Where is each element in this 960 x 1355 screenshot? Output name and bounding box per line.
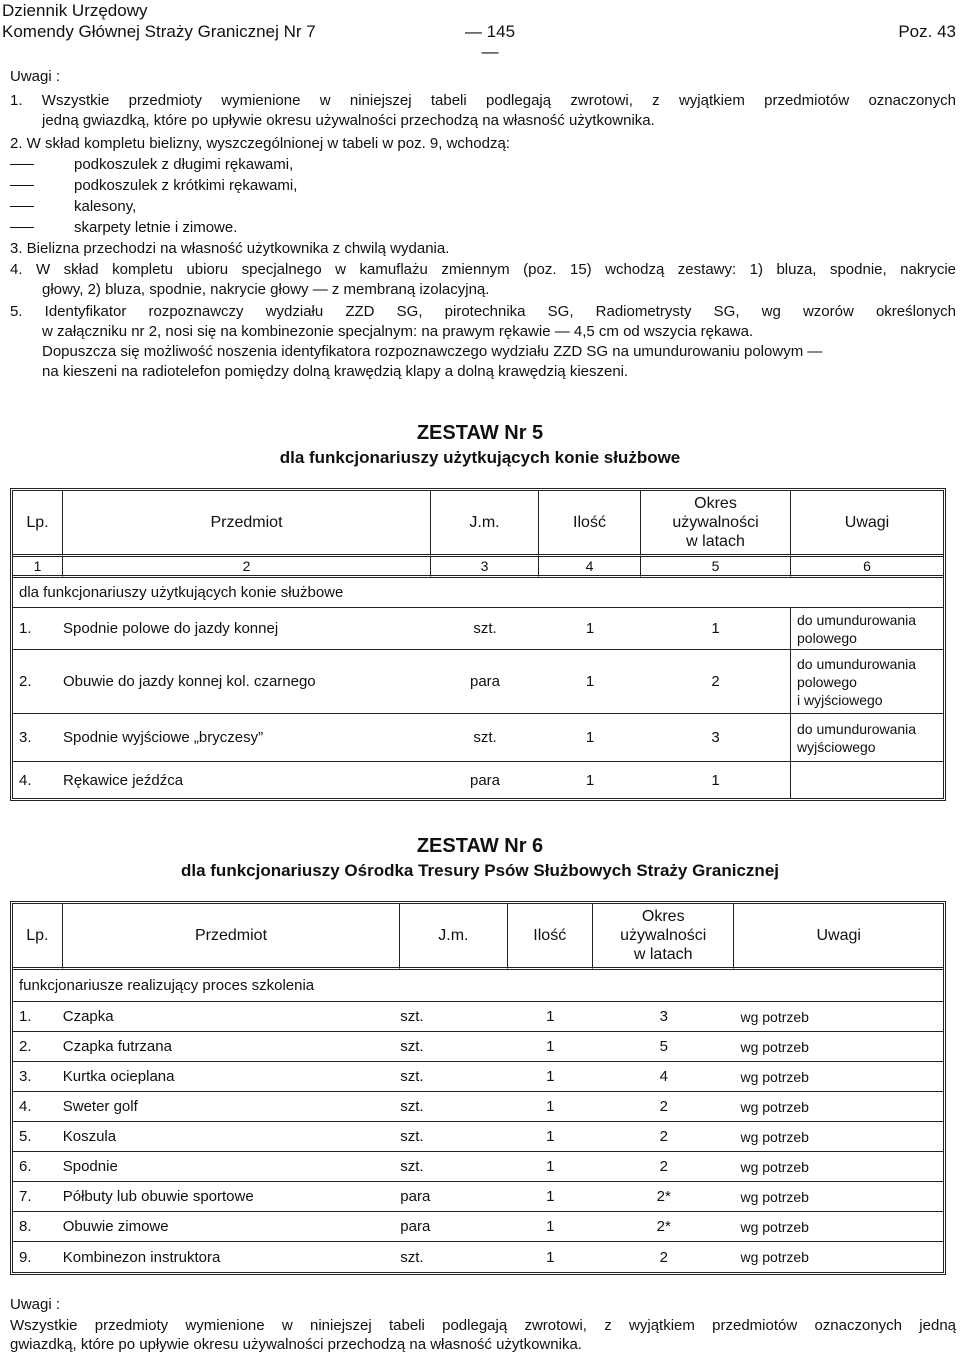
header-notes: Uwagi bbox=[734, 904, 943, 970]
table-row bbox=[13, 1122, 943, 1152]
row-notes-line: polowego bbox=[797, 629, 857, 646]
row-period: 1 bbox=[641, 762, 791, 798]
table-row bbox=[13, 1062, 943, 1092]
header-notes: Uwagi bbox=[791, 491, 943, 557]
row-notes: wg potrzeb bbox=[734, 1002, 943, 1032]
header-qty: Ilość bbox=[539, 491, 641, 557]
table-row bbox=[13, 1002, 943, 1032]
row-period: 2 bbox=[593, 1152, 734, 1182]
row-lp: 2. bbox=[13, 650, 63, 714]
row-period: 3 bbox=[641, 714, 791, 762]
row-unit: szt. bbox=[400, 1092, 507, 1122]
note-4-line-1: 4. W skład kompletu ubioru specjalnego w kamuflażu zmiennym (poz. 15) wchodzą zestawy: 1) bluza, spodnie, nakrycie bbox=[10, 261, 956, 278]
table-row bbox=[13, 1092, 943, 1122]
journal-title: Dziennik Urzędowy bbox=[2, 1, 148, 20]
table-row bbox=[13, 608, 943, 650]
header-item: Przedmiot bbox=[63, 491, 431, 557]
row-unit: szt. bbox=[400, 1032, 507, 1062]
row-unit: szt. bbox=[431, 714, 539, 762]
row-notes bbox=[791, 650, 943, 714]
note-4-line-2: głowy, 2) bluza, spodnie, nakrycie głowy — z membraną izolacyjną. bbox=[42, 281, 490, 298]
row-qty: 1 bbox=[508, 1062, 593, 1092]
row-notes-line: polowego bbox=[797, 673, 857, 690]
page-number: — 145 — bbox=[464, 22, 516, 61]
header-lp: Lp. bbox=[13, 904, 63, 970]
row-period: 2 bbox=[593, 1092, 734, 1122]
journal-subtitle: Komendy Głównej Straży Granicznej Nr 7 bbox=[2, 22, 316, 41]
row-notes: wg potrzeb bbox=[734, 1092, 943, 1122]
table-row bbox=[13, 1242, 943, 1272]
row-lp: 2. bbox=[13, 1032, 63, 1062]
row-lp: 1. bbox=[13, 1002, 63, 1032]
notes-label: Uwagi : bbox=[10, 68, 61, 85]
row-lp: 9. bbox=[19, 1248, 32, 1266]
dash-bullet bbox=[10, 185, 34, 186]
row-unit: para bbox=[469, 771, 501, 789]
note-2-item: kalesony, bbox=[74, 198, 137, 215]
row-notes: wg potrzeb bbox=[734, 1182, 943, 1212]
row-unit: szt. bbox=[400, 1062, 507, 1092]
row-unit: para bbox=[400, 1182, 507, 1212]
table-row bbox=[13, 762, 943, 798]
column-number: 6 bbox=[791, 557, 943, 578]
row-item: Obuwie do jazdy konnej kol. czarnego bbox=[63, 650, 431, 714]
row-qty: 1 bbox=[539, 608, 641, 650]
row-qty: 1 bbox=[539, 714, 641, 762]
set6-subtitle: dla funkcjonariuszy Ośrodka Tresury Psów Służbowych Straży Granicznej bbox=[180, 861, 779, 880]
row-lp: 3. bbox=[13, 1062, 63, 1092]
row-period: 2 bbox=[593, 1122, 734, 1152]
row-period: 4 bbox=[593, 1062, 734, 1092]
row-unit: szt. bbox=[400, 1152, 507, 1182]
row-qty: 1 bbox=[508, 1032, 593, 1062]
row-qty: 1 bbox=[508, 1122, 593, 1152]
row-notes bbox=[791, 608, 943, 650]
row-item: Spodnie wyjściowe „bryczesy” bbox=[63, 714, 431, 762]
note-5-line-2: w załączniku nr 2, nosi się na kombinezonie specjalnym: na prawym rękawie — 4,5 cm od wszycia rękawa. bbox=[42, 323, 754, 340]
set5-table bbox=[10, 488, 946, 801]
row-unit: szt. bbox=[400, 1002, 507, 1032]
row-period: 2* bbox=[593, 1212, 734, 1242]
row-notes-line: wyjściowego bbox=[797, 738, 876, 755]
row-notes: wg potrzeb bbox=[734, 1122, 943, 1152]
note-5-line-3: Dopuszcza się możliwość noszenia identyfikatora rozpoznawczego wydziału ZZD SG na umundurowaniu polowym — bbox=[42, 343, 823, 360]
header-unit: J.m. bbox=[431, 491, 539, 557]
row-qty: 1 bbox=[539, 650, 641, 714]
column-number: 4 bbox=[539, 557, 641, 578]
table-row bbox=[13, 1182, 943, 1212]
row-period: 2* bbox=[593, 1182, 734, 1212]
column-number: 3 bbox=[431, 557, 539, 578]
notes-bottom-label: Uwagi : bbox=[10, 1296, 61, 1313]
row-item: Obuwie zimowe bbox=[63, 1212, 401, 1242]
dash-bullet bbox=[10, 164, 34, 165]
row-notes: wg potrzeb bbox=[734, 1062, 943, 1092]
table-row bbox=[13, 1032, 943, 1062]
row-period: 5 bbox=[593, 1032, 734, 1062]
column-number: 1 bbox=[13, 557, 63, 578]
row-period: 3 bbox=[593, 1002, 734, 1032]
header-lp: Lp. bbox=[13, 491, 63, 557]
header-period-line: używalności bbox=[620, 927, 707, 944]
row-item: Spodnie polowe do jazdy konnej bbox=[63, 608, 431, 650]
row-notes: wg potrzeb bbox=[734, 1032, 943, 1062]
table-row bbox=[13, 1152, 943, 1182]
row-unit: para bbox=[431, 650, 539, 714]
row-notes bbox=[791, 762, 943, 798]
row-lp: 8. bbox=[13, 1212, 63, 1242]
notes-bottom-line-2: gwiazdką, które po upływie okresu używalności przechodzą na własność użytkownika. bbox=[10, 1336, 582, 1353]
row-qty: 1 bbox=[508, 1092, 593, 1122]
row-notes: wg potrzeb bbox=[740, 1249, 809, 1265]
header-period-line: Okres bbox=[641, 908, 685, 925]
row-qty: 1 bbox=[585, 771, 595, 789]
row-period: 1 bbox=[641, 608, 791, 650]
row-lp: 7. bbox=[13, 1182, 63, 1212]
row-qty: 1 bbox=[546, 1248, 555, 1266]
dash-bullet bbox=[10, 206, 34, 207]
note-2: 2. W skład kompletu bielizny, wyszczególnionej w tabeli w poz. 9, wchodzą: bbox=[10, 135, 510, 152]
set6-table bbox=[10, 901, 946, 1275]
note-1-line-1: 1. Wszystkie przedmioty wymienione w niniejszej tabeli podlegają zwrotowi, z wyjątkiem przedmiotów oznaczonych bbox=[10, 92, 956, 109]
row-item: Spodnie bbox=[63, 1152, 401, 1182]
row-notes bbox=[791, 714, 943, 762]
notes-bottom-line-1: Wszystkie przedmioty wymienione w niniejszej tabeli podlegają zwrotowi, z wyjątkiem przedmiotów oznaczonych jedną bbox=[10, 1317, 956, 1334]
row-qty: 1 bbox=[508, 1002, 593, 1032]
row-lp: 1. bbox=[13, 608, 63, 650]
row-unit: szt. bbox=[431, 608, 539, 650]
set5-title: ZESTAW Nr 5 bbox=[416, 422, 544, 444]
note-3: 3. Bielizna przechodzi na własność użytkownika z chwilą wydania. bbox=[10, 240, 450, 257]
row-lp: 4. bbox=[19, 771, 32, 789]
note-5-line-1: 5. Identyfikator rozpoznawczy wydziału ZZD SG, pirotechnika SG, Radiometrysty SG, wg wzorów określonych bbox=[10, 303, 956, 320]
note-2-item: skarpety letnie i zimowe. bbox=[74, 219, 238, 236]
row-lp: 3. bbox=[13, 714, 63, 762]
row-lp: 4. bbox=[13, 1092, 63, 1122]
group-label: funkcjonariusze realizujący proces szkolenia bbox=[13, 970, 943, 1002]
row-unit: szt. bbox=[400, 1248, 424, 1266]
row-item: Czapka futrzana bbox=[63, 1032, 401, 1062]
row-notes-line: do umundurowania bbox=[797, 611, 917, 628]
row-item: Sweter golf bbox=[63, 1092, 401, 1122]
header-period-line: w latach bbox=[686, 533, 745, 550]
header-unit: J.m. bbox=[400, 904, 507, 970]
header-period bbox=[593, 904, 734, 970]
row-notes-line: i wyjściowego bbox=[797, 691, 883, 708]
row-notes-line: do umundurowania bbox=[797, 720, 917, 737]
row-unit: para bbox=[400, 1212, 507, 1242]
header-period bbox=[641, 491, 791, 557]
row-qty: 1 bbox=[508, 1152, 593, 1182]
table-row bbox=[13, 1212, 943, 1242]
header-period-line: używalności bbox=[672, 514, 759, 531]
row-notes: wg potrzeb bbox=[734, 1212, 943, 1242]
group-label: dla funkcjonariuszy użytkujących konie służbowe bbox=[13, 578, 943, 608]
row-item: Czapka bbox=[63, 1002, 401, 1032]
table-row bbox=[13, 650, 943, 714]
row-item: Półbuty lub obuwie sportowe bbox=[63, 1182, 401, 1212]
row-period: 2 bbox=[659, 1248, 668, 1266]
dash-bullet bbox=[10, 227, 34, 228]
header-period-line: w latach bbox=[633, 946, 693, 963]
set6-title: ZESTAW Nr 6 bbox=[416, 835, 544, 857]
header-qty: Ilość bbox=[508, 904, 593, 970]
row-qty: 1 bbox=[508, 1182, 593, 1212]
position-number: Poz. 43 bbox=[898, 22, 956, 41]
note-2-item: podkoszulek z krótkimi rękawami, bbox=[74, 177, 298, 194]
row-item: Koszula bbox=[63, 1122, 401, 1152]
column-number: 5 bbox=[641, 557, 791, 578]
row-period: 2 bbox=[641, 650, 791, 714]
row-item: Kombinezon instruktora bbox=[62, 1248, 221, 1266]
row-lp: 6. bbox=[13, 1152, 63, 1182]
row-notes: wg potrzeb bbox=[734, 1152, 943, 1182]
column-number: 2 bbox=[63, 557, 431, 578]
set5-subtitle: dla funkcjonariuszy użytkujących konie służbowe bbox=[279, 448, 681, 467]
row-lp: 5. bbox=[13, 1122, 63, 1152]
row-unit: szt. bbox=[400, 1122, 507, 1152]
note-2-item: podkoszulek z długimi rękawami, bbox=[74, 156, 294, 173]
header-item: Przedmiot bbox=[63, 904, 401, 970]
row-qty: 1 bbox=[508, 1212, 593, 1242]
row-notes-line: do umundurowania bbox=[797, 655, 917, 672]
table-row bbox=[13, 714, 943, 762]
row-item: Rękawice jeźdźca bbox=[63, 771, 184, 789]
row-item: Kurtka ocieplana bbox=[63, 1062, 401, 1092]
header-period-line: Okres bbox=[694, 495, 737, 512]
note-5-line-4: na kieszeni na radiotelefon pomiędzy dolną krawędzią klapy a dolną krawędzią kieszeni. bbox=[42, 363, 629, 380]
note-1-line-2: jedną gwiazdką, które po upływie okresu używalności przechodzą na własność użytkownika. bbox=[42, 112, 655, 129]
